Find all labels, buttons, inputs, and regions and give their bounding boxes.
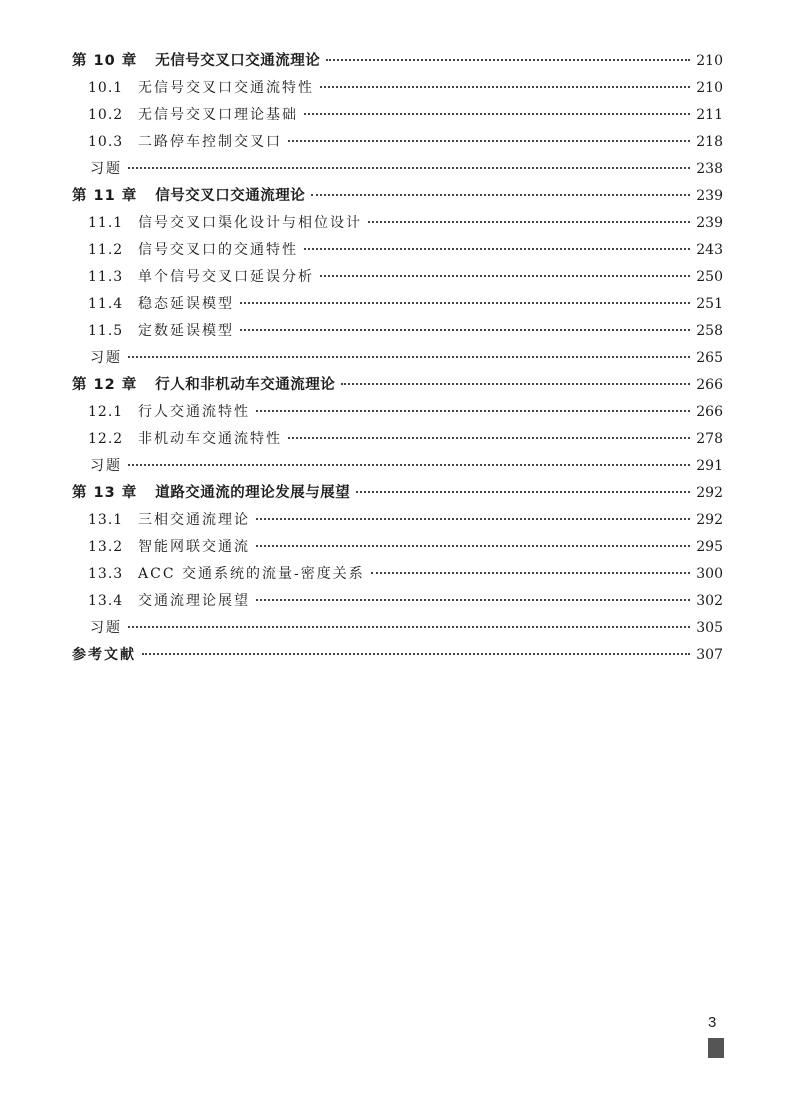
page-tab-marker [708, 1038, 724, 1058]
toc-entry-page: 291 [696, 458, 723, 474]
toc-section-row[interactable] [72, 426, 723, 453]
toc-chapter-row[interactable] [72, 48, 723, 75]
dot-leader [320, 275, 690, 277]
toc-chapter-row[interactable] [72, 183, 723, 210]
toc-section-row[interactable] [72, 291, 723, 318]
toc-entry-title: 非机动车交通流特性 [138, 431, 282, 447]
toc-section-row[interactable] [72, 129, 723, 156]
dot-leader [256, 599, 690, 601]
page-number: 3 [708, 1014, 717, 1031]
toc-exercise-row[interactable] [72, 156, 723, 183]
toc-entry-title: 信号交叉口渠化设计与相位设计 [138, 215, 362, 231]
toc-entry-page: 307 [696, 647, 723, 663]
dot-leader [256, 410, 690, 412]
toc-entry-page: 266 [696, 377, 723, 393]
dot-leader [128, 626, 690, 628]
dot-leader [240, 302, 690, 304]
toc-section-row[interactable] [72, 534, 723, 561]
toc-entry-number: 11.5 [88, 323, 124, 339]
toc-entry-title: 无信号交叉口交通流理论 [155, 53, 321, 69]
toc-entry-page: 210 [696, 80, 723, 96]
toc-entry-number: 11.1 [88, 215, 124, 231]
toc-entry-number: 第 13 章 [72, 485, 138, 501]
toc-entry-title: 习题 [90, 350, 122, 366]
toc-entry-page: 265 [696, 350, 723, 366]
toc-entry-page: 211 [696, 107, 723, 123]
toc-section-row[interactable] [72, 399, 723, 426]
toc-entry-title: 行人交通流特性 [138, 404, 250, 420]
toc-section-row[interactable] [72, 588, 723, 615]
toc-entry-title: 习题 [90, 161, 122, 177]
toc-entry-page: 218 [696, 134, 723, 150]
toc-entry-number: 13.4 [88, 593, 124, 609]
toc-entry-title: 习题 [90, 620, 122, 636]
toc-entry-number: 第 10 章 [72, 53, 138, 69]
toc-entry-number: 11.4 [88, 296, 124, 312]
toc-entry-number: 12.1 [88, 404, 124, 420]
toc-entry-title: 道路交通流的理论发展与展望 [155, 485, 351, 501]
dot-leader [288, 140, 690, 142]
toc-entry-title: 无信号交叉口理论基础 [138, 107, 298, 123]
toc-entry-title: 无信号交叉口交通流特性 [138, 80, 314, 96]
toc-section-row[interactable] [72, 237, 723, 264]
toc-entry-title: 稳态延误模型 [138, 296, 234, 312]
dot-leader [288, 437, 690, 439]
toc-entry-title: 智能网联交通流 [138, 539, 250, 555]
toc-entry-number: 10.2 [88, 107, 124, 123]
toc-references-row[interactable] [72, 642, 723, 669]
dot-leader [341, 383, 690, 385]
dot-leader [356, 491, 690, 493]
toc-entry-page: 210 [696, 53, 723, 69]
toc-section-row[interactable] [72, 210, 723, 237]
dot-leader [304, 113, 690, 115]
toc-entry-number: 10.3 [88, 134, 124, 150]
dot-leader [142, 653, 690, 655]
dot-leader [304, 248, 690, 250]
toc-section-row[interactable] [72, 102, 723, 129]
toc-entry-title: 三相交通流理论 [138, 512, 250, 528]
toc-entry-page: 295 [696, 539, 723, 555]
dot-leader [368, 221, 690, 223]
table-of-contents [72, 48, 723, 669]
dot-leader [326, 59, 690, 61]
toc-chapter-row[interactable] [72, 372, 723, 399]
toc-entry-page: 302 [696, 593, 723, 609]
toc-entry-page: 251 [696, 296, 723, 312]
toc-entry-title: 定数延误模型 [138, 323, 234, 339]
toc-entry-title: 信号交叉口的交通特性 [138, 242, 298, 258]
toc-entry-title: 信号交叉口交通流理论 [155, 188, 306, 204]
toc-entry-number: 12.2 [88, 431, 124, 447]
toc-entry-title: 二路停车控制交叉口 [138, 134, 282, 150]
toc-entry-number: 11.2 [88, 242, 124, 258]
toc-section-row[interactable] [72, 561, 723, 588]
toc-entry-number: 第 12 章 [72, 377, 138, 393]
dot-leader [128, 464, 690, 466]
toc-entry-page: 243 [696, 242, 723, 258]
toc-entry-title: 行人和非机动车交通流理论 [155, 377, 336, 393]
toc-entry-page: 292 [696, 512, 723, 528]
toc-exercise-row[interactable] [72, 453, 723, 480]
dot-leader [128, 356, 690, 358]
toc-entry-title: 习题 [90, 458, 122, 474]
toc-entry-number: 11.3 [88, 269, 124, 285]
toc-entry-page: 239 [696, 215, 723, 231]
dot-leader [371, 572, 691, 574]
toc-entry-title: 参考文献 [72, 647, 136, 663]
toc-entry-number: 13.3 [88, 566, 124, 582]
toc-entry-page: 292 [696, 485, 723, 501]
toc-entry-page: 238 [696, 161, 723, 177]
dot-leader [256, 518, 690, 520]
toc-entry-number: 13.2 [88, 539, 124, 555]
toc-section-row[interactable] [72, 318, 723, 345]
toc-entry-page: 258 [696, 323, 723, 339]
dot-leader [128, 167, 690, 169]
dot-leader [240, 329, 690, 331]
dot-leader [320, 86, 690, 88]
toc-entry-page: 266 [696, 404, 723, 420]
dot-leader [256, 545, 690, 547]
toc-entry-title: 单个信号交叉口延误分析 [138, 269, 314, 285]
toc-section-row[interactable] [72, 507, 723, 534]
toc-entry-page: 278 [696, 431, 723, 447]
toc-exercise-row[interactable] [72, 345, 723, 372]
toc-entry-page: 239 [696, 188, 723, 204]
toc-entry-page: 250 [696, 269, 723, 285]
toc-entry-page: 300 [696, 566, 723, 582]
toc-exercise-row[interactable] [72, 615, 723, 642]
toc-section-row[interactable] [72, 75, 723, 102]
toc-entry-title: ACC 交通系统的流量-密度关系 [138, 566, 365, 582]
toc-entry-page: 305 [696, 620, 723, 636]
toc-entry-number: 第 11 章 [72, 188, 138, 204]
toc-chapter-row[interactable] [72, 480, 723, 507]
toc-section-row[interactable] [72, 264, 723, 291]
toc-entry-number: 13.1 [88, 512, 124, 528]
toc-entry-number: 10.1 [88, 80, 124, 96]
toc-entry-title: 交通流理论展望 [138, 593, 250, 609]
dot-leader [311, 194, 690, 196]
